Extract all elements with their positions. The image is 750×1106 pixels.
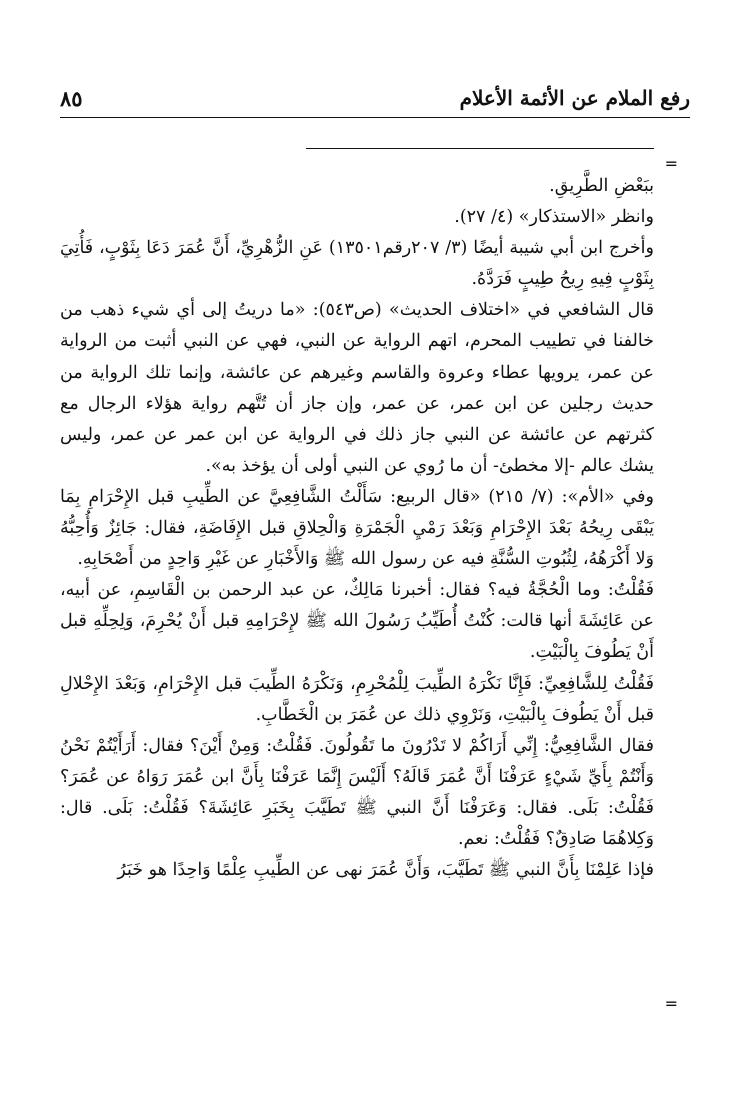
footnote-continuation-mark-bottom: = bbox=[664, 994, 678, 1013]
footnote-paragraph: فَقُلْتُ: وما الْحُجَّةُ فيه؟ فقال: أخبرنا مَالِكٌ، عن عبد الرحمن بن الْقَاسِمِ، عن أبيه، عن عَائِشَةَ أنها قالت: كُنْتُ أُطَيِّبُ رَسُولَ الله ﷺ لإِحْرَامِهِ قبل أَنْ يُحْرِمَ، وَلِحِلِّهِ قبل أَنْ يَطُوفَ بِالْبَيْتِ. bbox=[60, 580, 654, 663]
footnote-text bbox=[60, 171, 654, 886]
footnote-paragraph: وانظر «الاستذكار» (٤/ ٢٧). bbox=[454, 207, 654, 228]
running-title: رفع الملام عن الأئمة الأعلام bbox=[459, 86, 690, 110]
footnote-separator-rule bbox=[306, 148, 654, 149]
footnote-paragraph: وأخرج ابن أبي شيبة أيضًا (٣/ ٢٠٧رقم١٣٥٠١) عَنِ الزُّهْرِيِّ، أَنَّ عُمَرَ دَعَا بِثَوْبٍ، فَأُتِيَ بِثَوْبٍ فِيهِ رِيحُ طِيبٍ فَرَدَّهُ. bbox=[60, 238, 654, 290]
page-header bbox=[60, 82, 690, 116]
page-number: ٨٥ bbox=[60, 86, 83, 111]
footnote-paragraph: وفي «الأم»: (٧/ ٢١٥) «قال الربيع: سَأَلْتُ الشَّافِعِيَّ عن الطِّيبِ قبل الإِحْرَامِ بِمَا يَبْقَى رِيحُهُ بَعْدَ الإِحْرَامِ وَبَعْدَ رَمْيِ الْجَمْرَةِ وَالْحِلاقِ قبل الإِفَاضَةِ، فقال: جَائِزٌ وَأُحِبُّهُ وَلا أَكْرَهُهُ، لِثُبُوتِ السُّنَّةِ فيه عن رسول الله ﷺ وَالأَخْبَارِ عن غَيْرِ وَاحِدٍ من أَصْحَابِهِ. bbox=[60, 486, 654, 570]
footnote-paragraph: فقال الشَّافِعِيُّ: إِنِّي أَرَاكُمْ لا تَدْرُونَ ما تَقُولُونَ. فَقُلْتُ: وَمِنْ أَيْنَ؟ فقال: أَرَأَيْتُمْ نَحْنُ وَأَنْتُمْ بِأَيِّ شَيْءٍ عَرَفْنَا أَنَّ عُمَرَ قَالَهُ؟ أَلَيْسَ إِنَّمَا عَرَفْنَا بِأَنَّ ابن عُمَرَ رَوَاهُ عن عُمَرَ؟ فَقُلْتُ: بَلَى. فقال: وَعَرَفْنَا أَنَّ النبي ﷺ تَطَيَّبَ بِخَبَرِ عَائِشَةَ؟ فَقُلْتُ: بَلَى. قال: وَكِلاهُمَا صَادِقٌ؟ فَقُلْتُ: نعم. bbox=[60, 735, 654, 849]
footnote-paragraph: قال الشافعي في «اختلاف الحديث» (ص٥٤٣): «ما دريتُ إلى أي شيء ذهب من خالفنا في تطييب المحرم، اتهم الرواية عن النبي، فهي عن النبي أثبت من الرواية عن عمر، يرويها عطاء وعروة والقاسم وغيرهم عن عائشة، وإنما تلك الرواية من حديث رجلين عن ابن عمر، عن عمر، وإن جاز أن تُتَّهم رواية هؤلاء الرجال مع كثرتهم عن عائشة عن النبي جاز ذلك في الرواية عن ابن عمر عن عمر، وليس يشك عالم -إلا مخطئ- أن ما رُوي عن النبي أولى أن يؤخذ به». bbox=[60, 300, 654, 476]
footnote-paragraph: فَقُلْتُ لِلشَّافِعِيِّ: فَإِنَّا نَكْرَهُ الطِّيبَ لِلْمُحْرِمِ، وَنَكْرَهُ الطِّيبَ قبل الإِحْرَامِ، وَبَعْدَ الإِحْلالِ قبل أَنْ يَطُوفَ بِالْبَيْتِ، وَنَرْوِي ذلك عن عُمَرَ بن الْخَطَّابِ. bbox=[60, 673, 654, 725]
footnote-continuation-mark-top: = bbox=[664, 154, 678, 173]
footnote-paragraph: فإذا عَلِمْنَا بِأَنَّ النبي ﷺ تَطَيَّبَ، وَأَنَّ عُمَرَ نهى عن الطِّيبِ عِلْمًا وَاحِدًا هو خَبَرُ bbox=[117, 860, 654, 881]
footnote-paragraph: ببَعْضِ الطَّرِيقِ. bbox=[549, 176, 654, 196]
header-rule bbox=[60, 117, 690, 118]
